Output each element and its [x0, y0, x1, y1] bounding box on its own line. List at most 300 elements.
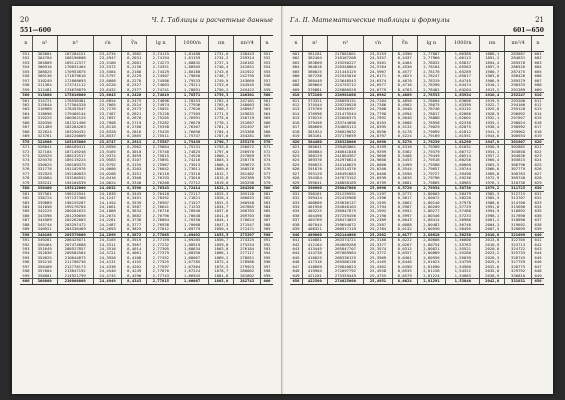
table-cell: 579 — [22, 180, 30, 185]
table-cell: 1,80832 — [175, 61, 209, 65]
column-header: √n — [364, 36, 393, 52]
table-cell: 595 — [22, 255, 30, 260]
table-cell: 23,7908 — [93, 121, 122, 125]
table-cell: 169112377 — [57, 61, 93, 65]
table-cell: 260576 — [234, 167, 261, 171]
table-cell: 8,5316 — [392, 145, 417, 150]
table-cell: 588 — [261, 223, 273, 227]
table-cell: 2,80889 — [417, 251, 446, 255]
table-cell: 1828,4 — [209, 196, 234, 200]
table-cell: 8,5178 — [392, 130, 417, 134]
table-cell: 612 — [532, 103, 544, 107]
table-cell: 1966,6 — [480, 167, 505, 171]
table-cell: 568 — [22, 129, 30, 134]
table-cell: 1,64745 — [446, 79, 480, 83]
table-cell: 25,3574 — [364, 247, 393, 251]
table-cell: 8,3107 — [122, 158, 147, 162]
table-cell: 25,2784 — [364, 227, 393, 232]
table-cell: 626 — [532, 167, 544, 171]
table-cell: 1,65017 — [446, 74, 480, 78]
table-cell: 2,79727 — [417, 172, 446, 176]
table-cell: 25,4362 — [364, 265, 393, 269]
table-cell: 2001,2 — [480, 218, 505, 222]
table-cell: 636 — [532, 214, 544, 218]
table-cell: 610 — [290, 93, 302, 98]
table-cell: 219256227 — [327, 61, 363, 65]
table-cell: 410881 — [302, 238, 327, 243]
table-cell: 1,57978 — [446, 201, 480, 205]
table-cell: 1812,7 — [209, 172, 234, 176]
table-cell: 565 — [261, 116, 273, 120]
table-cell: 1,65563 — [446, 65, 480, 69]
table-cell: 304836 — [505, 154, 532, 158]
table-cell: 8,3348 — [122, 181, 147, 186]
table-cell: 2,79796 — [417, 176, 446, 180]
table-cell: 592 — [261, 243, 273, 247]
table-cell: 1,73913 — [175, 163, 209, 167]
table-cell: 623 — [292, 153, 300, 158]
table-cell: 24,1868 — [93, 209, 122, 213]
table-cell: 263298 — [234, 181, 261, 186]
table-cell: 367236 — [302, 74, 327, 78]
table-cell: 609 — [532, 88, 544, 93]
table-cell: 575 — [261, 163, 273, 167]
table-cell: 421201 — [302, 274, 327, 279]
table-cell: 8,3539 — [122, 201, 147, 205]
table-cell: 1988,6 — [480, 201, 505, 205]
table-cell: 1897,5 — [480, 65, 505, 69]
table-cell: 8,3155 — [122, 163, 147, 167]
table-cell: 361201 — [302, 52, 327, 57]
table-cell: 8,2768 — [122, 125, 147, 129]
table-cell: 240182 — [234, 61, 261, 65]
table-cell: 8,2180 — [122, 70, 147, 74]
table-cell: 199176704 — [57, 205, 93, 209]
table-cell: 1756,2 — [209, 88, 234, 93]
table-cell: 585 — [261, 209, 273, 213]
table-cell: 562 — [261, 103, 273, 107]
table-cell: 587 — [261, 218, 273, 222]
table-cell: 1925,8 — [480, 107, 505, 111]
table-cell: 355216 — [32, 260, 57, 264]
table-cell: 307779 — [505, 167, 532, 171]
table-cell: 577 — [261, 172, 273, 176]
table-cell: 8,4014 — [122, 247, 147, 251]
table-cell: 412164 — [302, 243, 327, 247]
table-cell: 649 — [532, 274, 544, 279]
table-cell: 8,3682 — [122, 214, 147, 218]
table-cell: 1,76056 — [175, 130, 209, 134]
table-cell: 8,2816 — [122, 130, 147, 134]
table-cell: 8,4155 — [122, 260, 147, 264]
table-cell: 368449 — [302, 79, 327, 83]
table-cell: 625 — [532, 163, 544, 167]
table-cell: 1803,3 — [209, 158, 234, 162]
table-cell: 305809 — [32, 61, 57, 65]
table-cell: 1,62338 — [446, 121, 480, 125]
table-cell: 1,76991 — [175, 116, 209, 120]
table-cell: 399424 — [302, 196, 327, 200]
table-cell: 8,2573 — [122, 107, 147, 111]
table-cell: 24,6982 — [364, 93, 393, 98]
table-cell: 1806,4 — [209, 163, 234, 167]
table-cell: 24,9600 — [364, 154, 393, 158]
table-cell: 554 — [261, 65, 273, 69]
table-cell: 604 — [292, 65, 300, 70]
table-cell: 257869 — [234, 154, 261, 158]
table-cell: 576 — [261, 167, 273, 171]
table-cell: 8,3872 — [122, 232, 147, 237]
table-cell: 1,78253 — [175, 98, 209, 103]
table-cell: 242970624 — [327, 158, 363, 162]
table-cell: 631 — [532, 191, 544, 196]
table-cell: 1,56740 — [446, 223, 480, 227]
table-cell: 8,5952 — [392, 209, 417, 213]
table-cell: 24,9199 — [364, 145, 393, 150]
table-cell: 244140625 — [327, 163, 363, 167]
table-cell: 8,6624 — [392, 279, 417, 284]
table-cell: 586 — [261, 214, 273, 218]
table-cell: 259694072 — [327, 223, 363, 227]
column-header: πn²/4 — [505, 36, 532, 52]
table-cell: 313600 — [32, 93, 57, 98]
table-cell: 1787,6 — [209, 134, 234, 139]
table-cell: 8,3443 — [122, 191, 147, 196]
table-cell: 2,76790 — [147, 214, 176, 218]
table-cell: 8,6312 — [392, 247, 417, 251]
table-cell: 2,81023 — [417, 260, 446, 264]
table-cell: 418609 — [302, 265, 327, 269]
table-cell: 2,75282 — [147, 121, 176, 125]
table-cell: 287475 — [505, 70, 532, 74]
table-cell: 245314376 — [327, 167, 363, 171]
table-cell: 178453547 — [57, 107, 93, 111]
table-cell: 1,75439 — [175, 139, 209, 144]
table-cell: 1,59744 — [446, 167, 480, 171]
table-cell: 561 — [261, 98, 273, 103]
table-cell: 257259456 — [327, 214, 363, 218]
table-cell: 1891,2 — [480, 56, 505, 60]
table-cell: 331776 — [32, 167, 57, 171]
table-cell: 635 — [292, 209, 300, 214]
table-cell: 573 — [22, 153, 30, 158]
table-cell: 1825,3 — [209, 191, 234, 196]
table-cell: 1910,1 — [480, 83, 505, 87]
table-cell: 300934 — [505, 134, 532, 139]
table-cell: 2,76418 — [147, 191, 176, 196]
table-cell: 326745 — [505, 256, 532, 260]
table-cell: 575 — [22, 162, 30, 167]
table-cell: 174676879 — [57, 88, 93, 93]
table-cell: 2,78817 — [417, 112, 446, 116]
table-cell: 8,2670 — [122, 116, 147, 120]
table-cell: 556 — [261, 74, 273, 78]
page-number: 20 — [20, 16, 29, 24]
table-cell: 212776173 — [57, 265, 93, 269]
table-cell: 618 — [532, 130, 544, 134]
table-row — [20, 279, 273, 284]
table-cell: 643 — [292, 247, 300, 252]
table-cell: 278986 — [234, 260, 261, 264]
table-cell: 1841,0 — [209, 214, 234, 218]
table-cell: 330625 — [32, 163, 57, 167]
table-cell: 1,54083 — [446, 274, 480, 279]
table-cell: 296092 — [505, 112, 532, 116]
table-cell: 8,6535 — [392, 269, 417, 273]
table-cell: 329476 — [32, 158, 57, 162]
table-cell: 578 — [261, 176, 273, 180]
table-cell: 1,60514 — [446, 154, 480, 158]
table-cell: 176558481 — [57, 98, 93, 103]
table-cell: 582 — [22, 196, 30, 201]
table-cell: 8,3919 — [122, 238, 147, 243]
table-cell: 245422 — [234, 88, 261, 93]
table-cell: 23,5584 — [93, 70, 122, 74]
table-cell: 8,2229 — [122, 74, 147, 78]
table-cell: 188132517 — [57, 154, 93, 158]
table-cell: 551 — [261, 52, 273, 57]
table-cell: 258770 — [234, 158, 261, 162]
table-cell: 614 — [292, 111, 300, 116]
table-cell: 1,67504 — [175, 265, 209, 269]
table-cell: 8,6490 — [392, 265, 417, 269]
table-cell: 572 — [22, 149, 30, 154]
table-cell: 241051 — [234, 65, 261, 69]
table-cell: 266948 — [234, 201, 261, 205]
table-cell: 8,4202 — [122, 265, 147, 269]
table-cell: 8,5817 — [392, 196, 417, 200]
table-cell: 1,75747 — [175, 134, 209, 139]
number-table — [290, 35, 544, 285]
table-cell: 594 — [22, 251, 30, 256]
table-cell: 642 — [532, 243, 544, 247]
table-cell: 1,81488 — [175, 52, 209, 57]
table-cell: 241804367 — [327, 154, 363, 158]
table-cell: 627 — [292, 171, 300, 176]
table-cell: 221445125 — [327, 70, 363, 74]
table-cell: 2,78319 — [417, 79, 446, 83]
table-cell: 210644875 — [57, 256, 93, 260]
table-cell: 570 — [20, 139, 32, 144]
table-cell: 258474853 — [327, 218, 363, 222]
table-cell: 622 — [292, 149, 300, 154]
table-cell: 274625000 — [327, 279, 363, 284]
table-cell: 321699 — [505, 232, 532, 237]
column-header: lg n — [417, 36, 446, 52]
table-cell: 1,60772 — [446, 150, 480, 154]
table-cell: 611 — [290, 98, 302, 103]
table-cell: 268336125 — [327, 256, 363, 260]
table-cell: 2,78247 — [417, 74, 446, 78]
table-cell: 1,79856 — [175, 74, 209, 78]
table-cell: 24,9399 — [364, 150, 393, 154]
table-cell: 628 — [292, 176, 300, 181]
table-cell: 551 — [20, 52, 32, 57]
table-cell: 1,78571 — [175, 93, 209, 98]
table-cell: 310736 — [505, 181, 532, 186]
table-cell: 246491883 — [327, 172, 363, 176]
table-cell: 23,8328 — [93, 130, 122, 134]
table-cell: 25,0400 — [364, 172, 393, 176]
table-cell: 634 — [532, 205, 544, 209]
table-cell: 304704 — [32, 56, 57, 60]
table-cell: 640 — [290, 232, 302, 237]
table-cell: 172808693 — [57, 79, 93, 83]
table-cell: 564 — [22, 111, 30, 116]
table-cell: 590 — [261, 232, 273, 237]
table-cell: 190109375 — [57, 163, 93, 167]
table-cell: 386884 — [302, 150, 327, 154]
table-cell: 290333 — [505, 83, 532, 87]
table-cell: 2,75128 — [147, 112, 176, 116]
table-cell: 2,80754 — [417, 243, 446, 247]
table-cell: 602 — [292, 56, 300, 61]
table-row — [290, 279, 544, 284]
table-cell: 1746,7 — [209, 74, 234, 78]
table-cell: 318690 — [505, 218, 532, 222]
table-cell: 2,74741 — [147, 88, 176, 93]
table-cell: 336400 — [32, 186, 57, 191]
table-cell: 24,7386 — [364, 103, 393, 107]
table-cell: 2,76864 — [147, 218, 176, 222]
table-cell: 23,7276 — [93, 107, 122, 111]
table-cell: 25,2982 — [364, 232, 393, 237]
book-spread — [12, 6, 553, 394]
table-cell: 561 — [20, 98, 32, 103]
column-header: n — [290, 36, 302, 52]
table-cell: 613 — [292, 107, 300, 112]
table-cell: 316692 — [505, 209, 532, 213]
table-cell: 231475544 — [327, 112, 363, 116]
table-cell: 237176659 — [327, 134, 363, 139]
table-cell: 409600 — [302, 232, 327, 237]
table-cell: 8,5635 — [392, 176, 417, 180]
table-cell: 358801 — [32, 274, 57, 279]
table-cell: 2,79865 — [417, 181, 446, 186]
table-cell: 634 — [292, 204, 300, 209]
table-cell: 645 — [532, 256, 544, 260]
table-cell: 217081801 — [327, 52, 363, 57]
column-header: n — [20, 36, 32, 52]
table-cell: 24,5357 — [364, 56, 393, 60]
table-cell: 265847707 — [327, 247, 363, 251]
table-cell: 314700 — [505, 201, 532, 205]
table-cell: 620 — [532, 139, 544, 144]
table-cell: 580 — [261, 186, 273, 191]
table-cell: 571 — [20, 145, 32, 150]
table-cell: 250047000 — [327, 186, 363, 191]
column-header: √n — [93, 36, 122, 52]
table-cell: 1,63399 — [446, 103, 480, 107]
table-cell: 1,62602 — [446, 116, 480, 120]
table-cell: 339889 — [32, 201, 57, 205]
table-cell: 637 — [532, 218, 544, 222]
table-cell: 2,77670 — [147, 269, 176, 273]
table-cell: 305815 — [505, 158, 532, 162]
table-cell: 2,77379 — [147, 251, 176, 255]
table-cell: 25,0799 — [364, 181, 393, 186]
table-cell: 167284151 — [57, 52, 93, 57]
table-cell: 295128 — [505, 107, 532, 111]
table-cell: 1941,5 — [480, 130, 505, 134]
table-cell: 253636137 — [327, 201, 363, 205]
table-cell: 8,5086 — [392, 121, 417, 125]
table-cell: 8,5997 — [392, 214, 417, 218]
table-cell: 1885,0 — [209, 279, 234, 284]
table-cell: 622 — [532, 150, 544, 154]
table-cell: 1991,8 — [480, 205, 505, 209]
table-cell: 24,2281 — [93, 218, 122, 222]
table-cell: 611 — [532, 98, 544, 103]
table-cell: 1,54560 — [446, 265, 480, 269]
table-cell: 1775,0 — [209, 116, 234, 120]
table-cell: 1,56495 — [446, 227, 480, 232]
table-cell: 248063 — [234, 103, 261, 107]
table-cell: 8,2278 — [122, 79, 147, 83]
table-cell: 1,62866 — [446, 112, 480, 116]
table-cell: 1,77305 — [175, 112, 209, 116]
table-cell: 2,79239 — [417, 139, 446, 144]
table-cell: 252497 — [234, 125, 261, 129]
table-cell: 2,74974 — [147, 103, 176, 107]
table-cell: 2,78104 — [417, 65, 446, 69]
table-cell: 2,75511 — [147, 134, 176, 139]
table-cell: 1,77936 — [175, 103, 209, 107]
table-cell: 648 — [292, 269, 300, 274]
table-cell: 1,72117 — [175, 191, 209, 196]
left-page — [12, 6, 282, 394]
table-cell: 24,0624 — [93, 181, 122, 186]
table-cell: 256072 — [234, 145, 261, 150]
table-cell: 620 — [290, 139, 302, 144]
table-cell: 1,67224 — [175, 269, 209, 273]
table-cell: 2,78604 — [417, 98, 446, 103]
table-cell: 330810 — [505, 274, 532, 279]
table-cell: 23,6643 — [93, 93, 122, 98]
table-cell: 269586136 — [327, 260, 363, 264]
table-cell: 1,70358 — [175, 218, 209, 222]
table-cell: 2,77815 — [147, 279, 176, 284]
table-cell: 23,7065 — [93, 103, 122, 107]
table-cell: 23,5797 — [93, 74, 122, 78]
table-cell: 2,79029 — [417, 125, 446, 129]
table-cell: 1797,0 — [209, 150, 234, 154]
table-cell: 240641848 — [327, 150, 363, 154]
table-cell: 311364 — [32, 83, 57, 87]
table-cell: 356409 — [32, 265, 57, 269]
table-cell: 1,77620 — [175, 107, 209, 111]
table-cell: 1809,6 — [209, 167, 234, 171]
table-cell: 8,2475 — [122, 98, 147, 103]
table-cell: 554 — [22, 65, 30, 70]
table-cell: 1,60256 — [446, 158, 480, 162]
column-header: lg n — [147, 36, 176, 52]
table-cell: 644 — [532, 251, 544, 255]
table-cell: 229220928 — [327, 103, 363, 107]
table-cell: 306796 — [505, 163, 532, 167]
table-cell: 8,3730 — [122, 218, 147, 222]
table-cell: 2,74194 — [147, 56, 176, 60]
table-cell: 324900 — [32, 139, 57, 144]
table-cell: 1778,1 — [209, 121, 234, 125]
table-cell: 571 — [261, 145, 273, 150]
table-cell: 566 — [261, 121, 273, 125]
table-cell: 1743,6 — [209, 70, 234, 74]
table-cell: 204336469 — [57, 227, 93, 232]
table-cell: 239483061 — [327, 145, 363, 150]
table-cell: 1,69205 — [175, 238, 209, 243]
table-cell: 614 — [532, 112, 544, 116]
